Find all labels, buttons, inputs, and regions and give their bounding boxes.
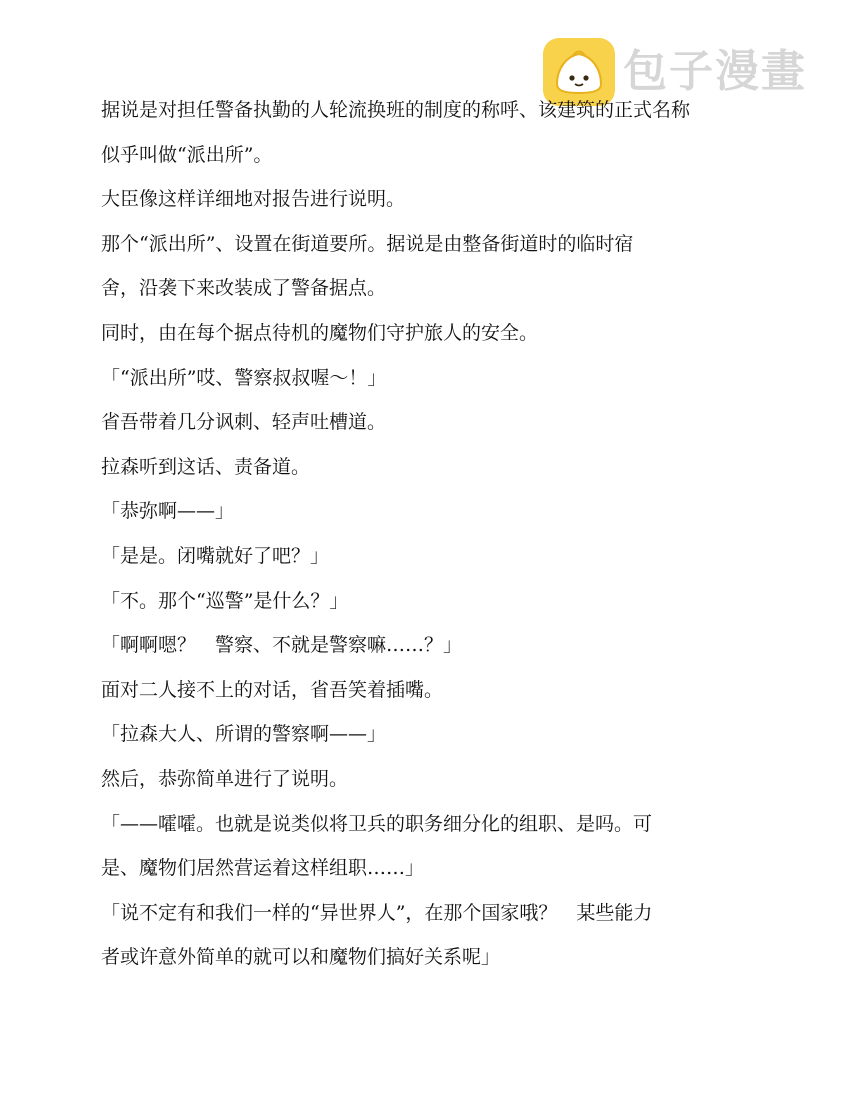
- text-line: 「拉森大人、所谓的警察啊——」: [101, 723, 387, 746]
- body-text: [101, 94, 761, 986]
- text-line: 据说是对担任警备执勤的人轮流换班的制度的称呼、该建筑的正式名称: [101, 99, 691, 121]
- watermark-text: 包子漫畫: [623, 46, 807, 97]
- text-line: 省吾带着几分讽刺、轻声吐槽道。: [101, 411, 387, 434]
- text-line: 「说不定有和我们一样的“异世界人”，在那个国家哦？ 某些能力: [101, 901, 653, 924]
- text-line: 那个“派出所”、设置在街道要所。据说是由整备街道时的临时宿: [101, 232, 634, 255]
- text-line: 「——嚯嚯。也就是说类似将卫兵的职务细分化的组职、是吗。可: [101, 812, 653, 835]
- text-line: 是、魔物们居然营运着这样组职……」: [101, 857, 425, 880]
- text-line: 似乎叫做“派出所”。: [101, 143, 273, 166]
- text-line: 「“派出所”哎、警察叔叔喔～！」: [101, 366, 387, 389]
- text-line: 然后，恭弥简单进行了说明。: [101, 767, 349, 790]
- text-line: 「恭弥啊——」: [101, 500, 235, 523]
- text-line: 「啊啊嗯？ 警察、不就是警察嘛……？」: [101, 634, 463, 657]
- text-line: 拉森听到这话、责备道。: [101, 455, 311, 478]
- text-line: 舍，沿袭下来改装成了警备据点。: [101, 277, 387, 300]
- text-line: 面对二人接不上的对话，省吾笑着插嘴。: [101, 678, 444, 701]
- text-line: 同时，由在每个据点待机的魔物们守护旅人的安全。: [101, 321, 539, 344]
- text-line: 「不。那个“巡警”是什么？」: [101, 589, 349, 612]
- text-line: 者或许意外简单的就可以和魔物们搞好关系呢」: [101, 946, 501, 969]
- text-line: 「是是。闭嘴就好了吧？」: [101, 544, 330, 567]
- text-line: 大臣像这样详细地对报告进行说明。: [101, 188, 406, 211]
